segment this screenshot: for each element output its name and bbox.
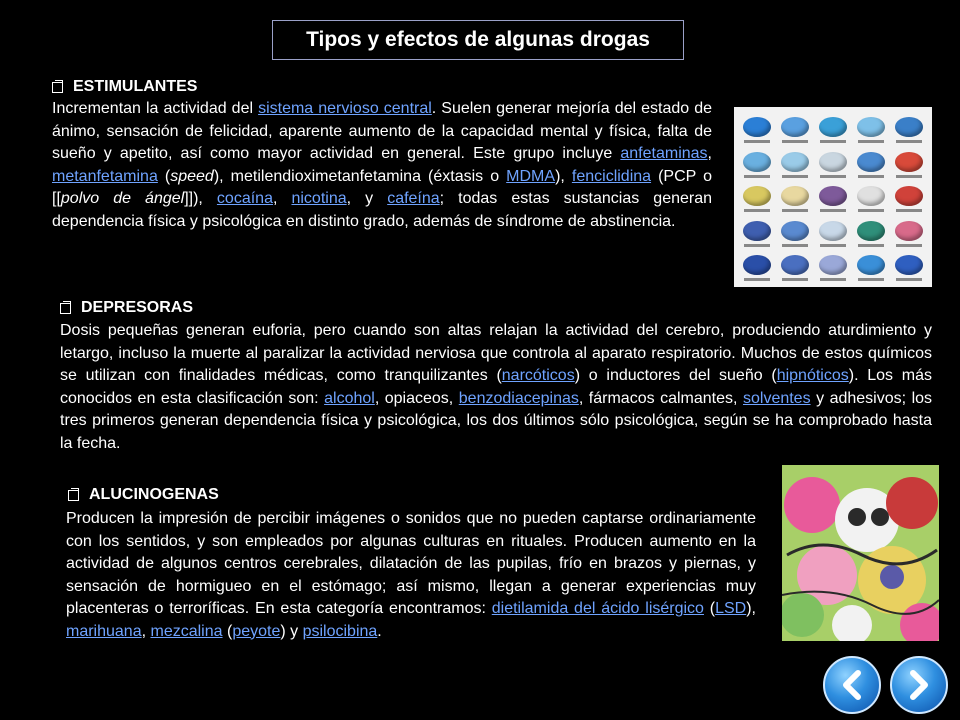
next-button[interactable] [890, 656, 948, 714]
pill-caption [744, 175, 770, 178]
page-title-text: Tipos y efectos de algunas drogas [306, 28, 650, 51]
pill-caption [858, 278, 884, 281]
pill-cell [816, 216, 850, 246]
text: y adhesivos; los tres primeros generan dependencia física y psicológica, los dos últimos sólo psicológica, según se ha comprobado hasta la fecha. [60, 389, 933, 452]
pill-caption [858, 175, 884, 178]
link-sistema-nervioso-central[interactable]: sistema nervioso central [258, 100, 432, 117]
text: ( [222, 622, 233, 640]
pill [819, 221, 847, 241]
text: Producen la impresión de percibir imágenes o sonidos que no pueden captarse ordinariamente con los sentidos, y son empleados por algunas culturas en rituales. Producen aumento en la actividad de algunos centros cerebrales, dilatación de las pupilas, frío en brazos y piernas, y sensación de hormigueo en el estómago; así mismo, llegan a generar experiencias muy placenteras o terroríficas. En esta categoría encontramos: [66, 510, 756, 617]
pill-caption [744, 209, 770, 212]
link-fenciclidina[interactable]: fenciclidina [571, 167, 652, 185]
previous-button[interactable] [823, 656, 881, 714]
pill-cell [778, 251, 812, 281]
arrow-left-icon [834, 667, 870, 703]
link-mdma[interactable]: MDMA [506, 167, 556, 185]
text: ), [555, 167, 572, 185]
pill-cell [740, 147, 774, 177]
heading-text: DEPRESORAS [81, 299, 194, 316]
text: Incrementan la actividad del [52, 100, 259, 117]
pill-cell [854, 113, 888, 143]
pill [781, 152, 809, 172]
pill-cell [892, 113, 926, 143]
pill-caption [820, 140, 846, 143]
link-lsd[interactable]: LSD [715, 600, 747, 617]
text: , opiaceos, [374, 389, 459, 407]
pill-cell [854, 147, 888, 177]
pill-cell [740, 182, 774, 212]
link-nicotina[interactable]: nicotina [291, 190, 347, 207]
pill-cell [892, 216, 926, 246]
pill-caption [896, 175, 922, 178]
link-benzodiacepinas[interactable]: benzodiacepinas [458, 389, 579, 407]
text: Dosis pequeñas generan euforia, pero cuando son altas relajan la actividad del cerebro, produciendo aturdimiento y letargo, incluso la muerte al paralizar la actividad nerviosa que controla al aparato respiratorio. Muchos de estos químicos se utilizan con finalidades médicas, como tranquilizantes ( [60, 322, 932, 384]
page-title [272, 20, 684, 60]
link-psilocibina[interactable]: psilocibina [302, 622, 378, 640]
pill [781, 221, 809, 241]
text: ( [157, 167, 171, 185]
link-alcohol[interactable]: alcohol [324, 389, 375, 407]
pill-caption [744, 278, 770, 281]
text: ]]), [184, 190, 217, 207]
pill-caption [744, 140, 770, 143]
pill-caption [782, 278, 808, 281]
pill [857, 152, 885, 172]
link-solventes[interactable]: solventes [742, 389, 811, 407]
pill-caption [782, 209, 808, 212]
arrow-right-icon [901, 667, 937, 703]
art-blob [886, 477, 938, 529]
text: ) o inductores del sueño ( [574, 367, 777, 384]
pill-cell [778, 216, 812, 246]
pill-caption [782, 140, 808, 143]
paragraph-depresoras [60, 320, 932, 455]
pill-caption [820, 244, 846, 247]
pill-caption [858, 244, 884, 247]
pill-caption [820, 209, 846, 212]
pill-caption [896, 209, 922, 212]
pill-caption [896, 244, 922, 247]
pills-image [734, 107, 932, 287]
pill [743, 255, 771, 275]
checkbox-bullet-icon [52, 82, 63, 93]
pill-cell [778, 147, 812, 177]
text: , fármacos calmantes, [578, 389, 743, 407]
pill [857, 186, 885, 206]
text: ) y [280, 622, 303, 640]
pill [743, 221, 771, 241]
checkbox-bullet-icon [68, 490, 79, 501]
pill [857, 117, 885, 137]
section-heading-alucinogenas [68, 486, 219, 504]
link-metanfetamina[interactable]: metanfetamina [52, 167, 158, 185]
art-blob [782, 593, 824, 637]
illustration-svg [782, 465, 939, 641]
pill [743, 117, 771, 137]
pill-cell [816, 147, 850, 177]
checkbox-bullet-icon [60, 303, 71, 314]
text: . Suelen generar mejoría del estado de ánimo, sensación de felicidad, aparente aumento de la capacidad mental y física, falta de sueño y apetito, así como mayor actividad en general. Este grupo incluye [52, 100, 713, 162]
link-narcoticos[interactable]: narcóticos [501, 367, 575, 384]
pill-caption [896, 278, 922, 281]
link-lsd-full[interactable]: dietilamida del ácido lisérgico [491, 600, 704, 617]
paragraph-alucinogenas [66, 508, 756, 643]
pill [895, 221, 923, 241]
pill-cell [892, 251, 926, 281]
pill-cell [778, 182, 812, 212]
paragraph-estimulantes [52, 98, 712, 233]
link-anfetaminas[interactable]: anfetaminas [620, 145, 708, 162]
pill-cell [854, 216, 888, 246]
section-heading-estimulantes [52, 78, 197, 96]
link-cafeina[interactable]: cafeína [387, 190, 440, 207]
pill-cell [740, 251, 774, 281]
pill [819, 117, 847, 137]
pill [743, 186, 771, 206]
link-peyote[interactable]: peyote [232, 622, 281, 640]
pill [895, 255, 923, 275]
pill-cell [892, 147, 926, 177]
art-eye [848, 508, 866, 526]
art-eye [880, 565, 904, 589]
pill [781, 186, 809, 206]
heading-text: ESTIMULANTES [73, 78, 198, 95]
text: ), metilendioximetanfetamina (éxtasis o [213, 167, 507, 185]
pill [743, 152, 771, 172]
pill [895, 117, 923, 137]
pill [857, 255, 885, 275]
text: , [707, 145, 712, 162]
text: , [141, 622, 151, 640]
pill-cell [854, 251, 888, 281]
pill [895, 186, 923, 206]
text: ; todas estas sustancias generan dependencia física y psicológica en distinto grado, además de síndrome de abstinencia. [52, 190, 713, 230]
pill [857, 221, 885, 241]
pill-caption [782, 175, 808, 178]
text-italic: speed [170, 167, 214, 185]
text: (PCP o [[ [52, 167, 712, 207]
pill [781, 117, 809, 137]
pill-caption [858, 209, 884, 212]
text: . [377, 622, 382, 640]
pill-caption [858, 140, 884, 143]
pill-cell [892, 182, 926, 212]
pill [895, 152, 923, 172]
pill-cell [740, 216, 774, 246]
pill-cell [816, 182, 850, 212]
art-eye [871, 508, 889, 526]
art-blob [784, 477, 840, 533]
text: ). Los más conocidos en esta clasificación son: [60, 367, 933, 407]
psychedelic-illustration-image [782, 465, 939, 641]
text: , y [346, 190, 388, 207]
pill [819, 152, 847, 172]
pill [781, 255, 809, 275]
pill [819, 186, 847, 206]
pill-cell [778, 113, 812, 143]
pill-caption [820, 278, 846, 281]
pill-caption [820, 175, 846, 178]
pill-cell [816, 113, 850, 143]
heading-text: ALUCINOGENAS [89, 486, 219, 503]
pill-caption [744, 244, 770, 247]
pill-cell [816, 251, 850, 281]
pill-caption [782, 244, 808, 247]
link-mezcalina[interactable]: mezcalina [150, 622, 223, 640]
text: ( [703, 600, 716, 617]
pill-cell [854, 182, 888, 212]
text-italic: polvo de ángel [60, 190, 185, 207]
text: ), [746, 600, 756, 617]
link-marihuana[interactable]: marihuana [66, 622, 142, 640]
pill [819, 255, 847, 275]
pill-cell [740, 113, 774, 143]
pill-caption [896, 140, 922, 143]
link-hipnoticos[interactable]: hipnóticos [776, 367, 849, 384]
section-heading-depresoras [60, 299, 193, 317]
link-cocaina[interactable]: cocaína [216, 190, 273, 207]
text: , [272, 190, 292, 207]
